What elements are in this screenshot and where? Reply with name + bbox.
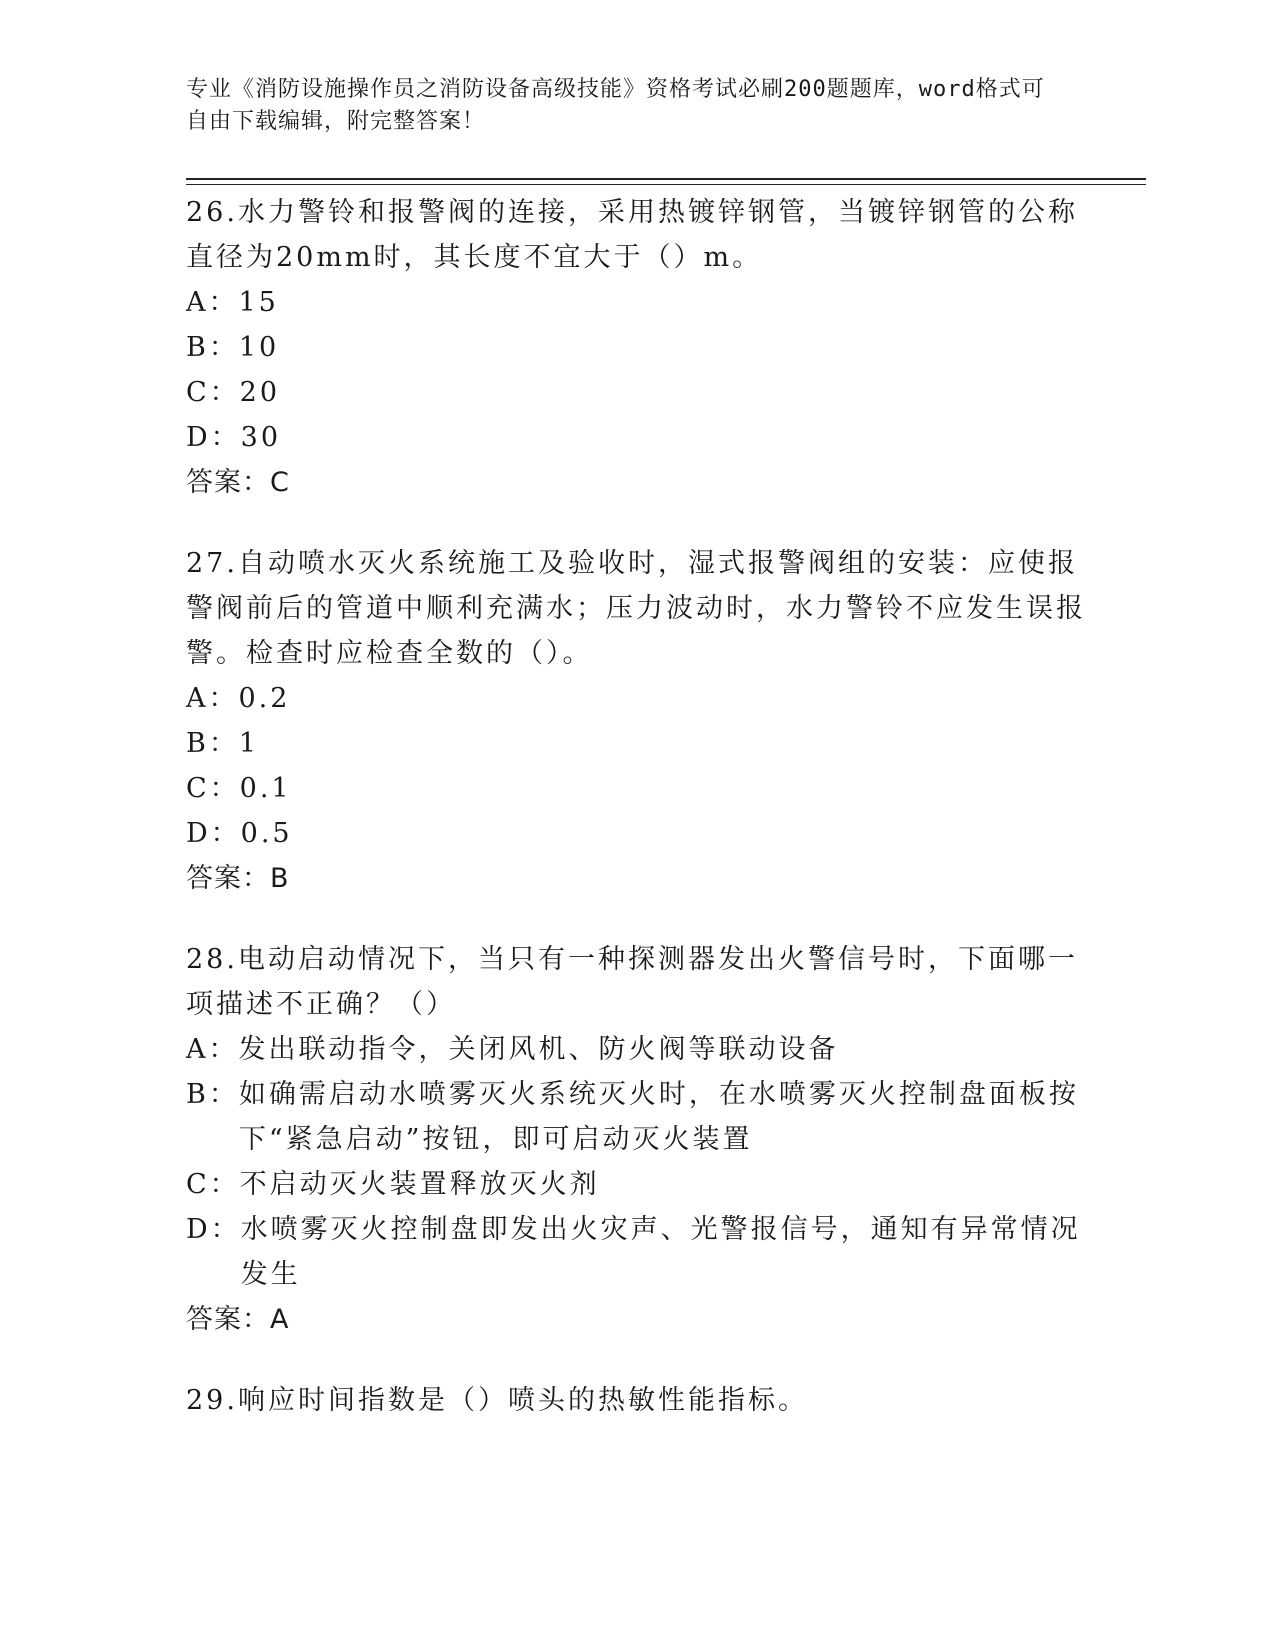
header-divider-thin [186, 184, 1146, 185]
option-c [186, 766, 1086, 811]
header-divider-thick [186, 178, 1146, 180]
option-letter: D： [186, 422, 241, 453]
option-letter: A： [186, 683, 239, 714]
option-letter: A： [186, 287, 239, 318]
option-d [186, 415, 1086, 460]
option-letter: D： [186, 818, 241, 849]
option-text: 10 [238, 332, 280, 363]
option-letter: B： [186, 332, 239, 363]
option-text: 0.1 [239, 773, 292, 804]
option-b [186, 325, 1086, 370]
option-b [186, 1072, 1086, 1162]
option-text: 不启动灭火装置释放灭火剂 [239, 1169, 600, 1200]
option-a [186, 280, 1086, 325]
option-letter: C： [186, 773, 240, 804]
answer-line: 答案：A [186, 1304, 290, 1335]
question-29 [186, 1378, 1086, 1423]
option-letter: B： [186, 1079, 239, 1110]
option-letter: C： [186, 1169, 240, 1200]
option-d [186, 1207, 1086, 1297]
option-a [186, 1027, 1086, 1072]
question-stem: 29.响应时间指数是（）喷头的热敏性能指标。 [186, 1385, 808, 1416]
option-text: 15 [238, 287, 279, 318]
question-26 [186, 190, 1086, 505]
option-text: 水喷雾灭火控制盘即发出火灾声、光警报信号，通知有异常情况发生 [240, 1214, 1081, 1290]
option-text: 0.2 [238, 683, 291, 714]
answer-line: 答案：B [186, 863, 290, 894]
option-letter: D： [186, 1214, 241, 1245]
question-28 [186, 937, 1086, 1342]
option-letter: A： [186, 1034, 239, 1065]
option-text: 1 [238, 728, 260, 759]
option-text: 0.5 [240, 818, 293, 849]
option-text: 发出联动指令，关闭风机、防火阀等联动设备 [238, 1034, 839, 1065]
option-text: 30 [240, 422, 282, 453]
option-text: 如确需启动水喷雾灭火系统灭火时，在水喷雾灭火控制盘面板按下“紧急启动”按钮，即可启动灭火装置 [238, 1079, 1079, 1155]
option-text: 20 [239, 377, 281, 408]
option-c [186, 1162, 1086, 1207]
option-letter: B： [186, 728, 239, 759]
question-27 [186, 541, 1086, 901]
option-a [186, 676, 1086, 721]
answer-line: 答案：C [186, 467, 290, 498]
option-letter: C： [186, 377, 240, 408]
option-d [186, 811, 1086, 856]
option-c [186, 370, 1086, 415]
question-stem: 27.自动喷水灭火系统施工及验收时，湿式报警阀组的安装：应使报警阀前后的管道中顺利充满水；压力波动时，水力警铃不应发生误报警。检查时应检查全数的（）。 [186, 548, 1086, 669]
question-stem: 26.水力警铃和报警阀的连接，采用热镀锌钢管，当镀锌钢管的公称直径为20mm时，其长度不宜大于（）m。 [186, 197, 1078, 273]
question-list [186, 190, 1086, 1459]
option-b [186, 721, 1086, 766]
question-stem: 28.电动启动情况下，当只有一种探测器发出火警信号时，下面哪一项描述不正确？（） [186, 944, 1078, 1020]
document-intro: 专业《消防设施操作员之消防设备高级技能》资格考试必刷200题题库，word格式可自由下载编辑，附完整答案！ [186, 77, 1045, 134]
